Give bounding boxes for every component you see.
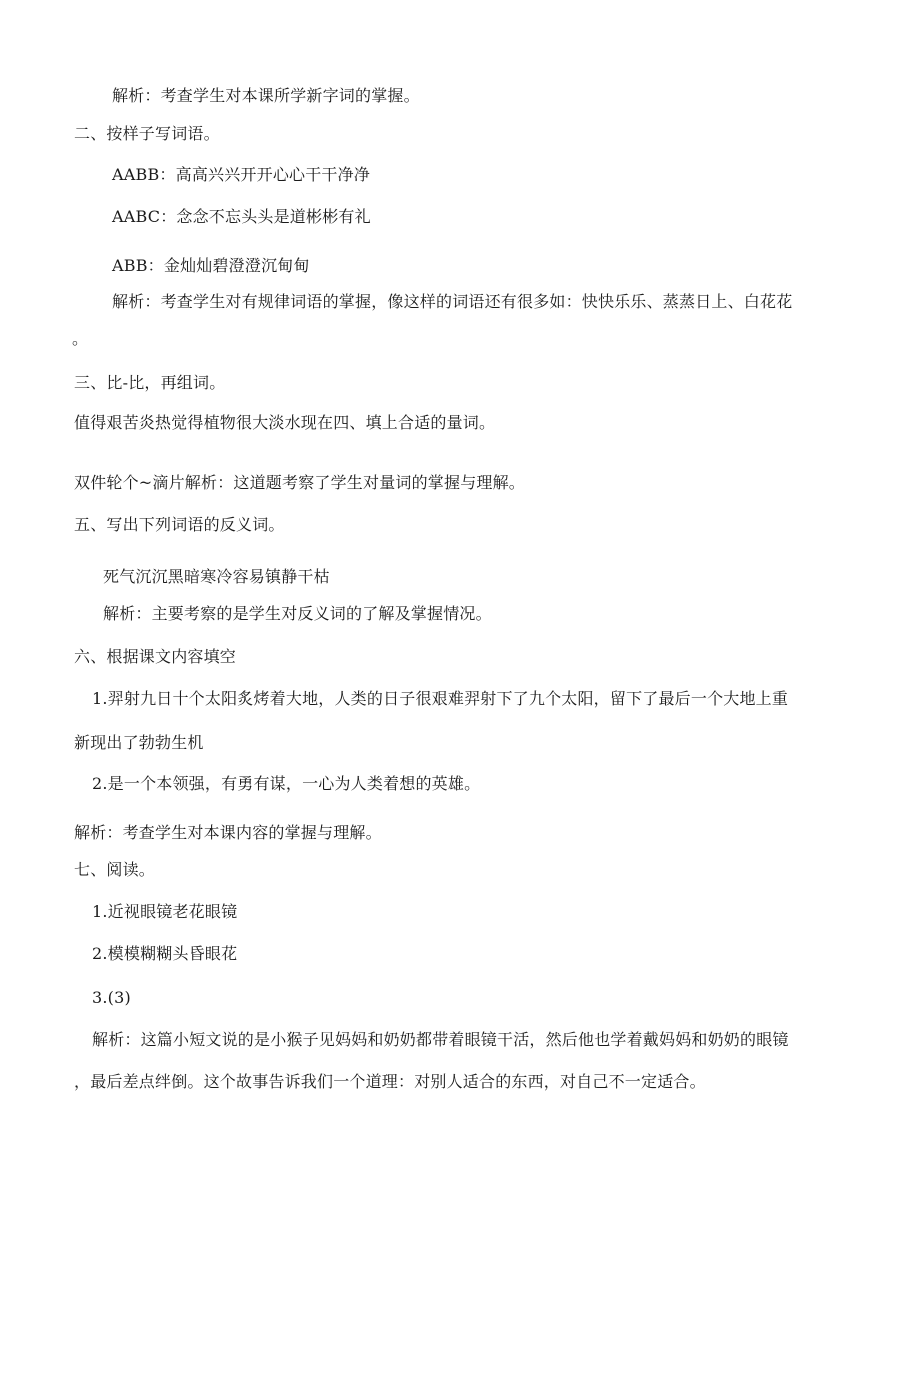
aabc-words: AABC：念念不忘头头是道彬彬有礼 bbox=[112, 207, 371, 226]
analysis-lesson-content: 解析：考查学生对本课内容的掌握与理解。 bbox=[74, 823, 382, 842]
analysis-pattern-words-end: 。 bbox=[72, 329, 89, 348]
compare-words-and-section-4: 值得艰苦炎热觉得植物很大淡水现在四、填上合适的量词。 bbox=[74, 413, 496, 432]
analysis-pattern-words: 解析：考查学生对有规律词语的掌握，像这样的词语还有很多如：快快乐乐、蒸蒸日上、白花花 bbox=[112, 292, 793, 311]
section-6-heading: 六、根据课文内容填空 bbox=[74, 647, 237, 666]
section-7-heading: 七、阅读。 bbox=[74, 860, 156, 879]
fill-item-1-continued: 新现出了勃勃生机 bbox=[74, 733, 204, 752]
fill-item-1: 1.羿射九日十个太阳炙烤着大地，人类的日子很艰难羿射下了九个太阳，留下了最后一个大地上重 bbox=[92, 689, 789, 708]
analysis-antonyms: 解析：主要考察的是学生对反义词的了解及掌握情况。 bbox=[103, 604, 492, 623]
aabb-words: AABB：高高兴兴开开心心干干净净 bbox=[112, 165, 371, 184]
reading-answer-3: 3.(3) bbox=[92, 988, 131, 1007]
section-5-heading: 五、写出下列词语的反义词。 bbox=[74, 515, 285, 534]
reading-answer-1: 1.近视眼镜老花眼镜 bbox=[92, 902, 238, 921]
section-2-heading: 二、按样子写词语。 bbox=[74, 124, 220, 143]
section-3-heading: 三、比-比，再组词。 bbox=[74, 373, 226, 392]
analysis-reading: 解析：这篇小短文说的是小猴子见妈妈和奶奶都带着眼镜干活，然后他也学着戴妈妈和奶奶的眼镜 bbox=[92, 1030, 789, 1049]
analysis-reading-continued: ，最后差点绊倒。这个故事告诉我们一个道理：对别人适合的东西，对自己不一定适合。 bbox=[74, 1072, 706, 1091]
fill-item-2: 2.是一个本领强，有勇有谋，一心为人类着想的英雄。 bbox=[92, 774, 481, 793]
analysis-new-words: 解析：考查学生对本课所学新字词的掌握。 bbox=[112, 86, 420, 105]
abb-words: ABB：金灿灿碧澄澄沉甸甸 bbox=[112, 256, 310, 275]
measure-words-analysis: 双件轮个~滴片解析：这道题考察了学生对量词的掌握与理解。 bbox=[74, 473, 526, 492]
antonym-words: 死气沉沉黑暗寒冷容易镇静干枯 bbox=[103, 567, 330, 586]
reading-answer-2: 2.模模糊糊头昏眼花 bbox=[92, 944, 238, 963]
